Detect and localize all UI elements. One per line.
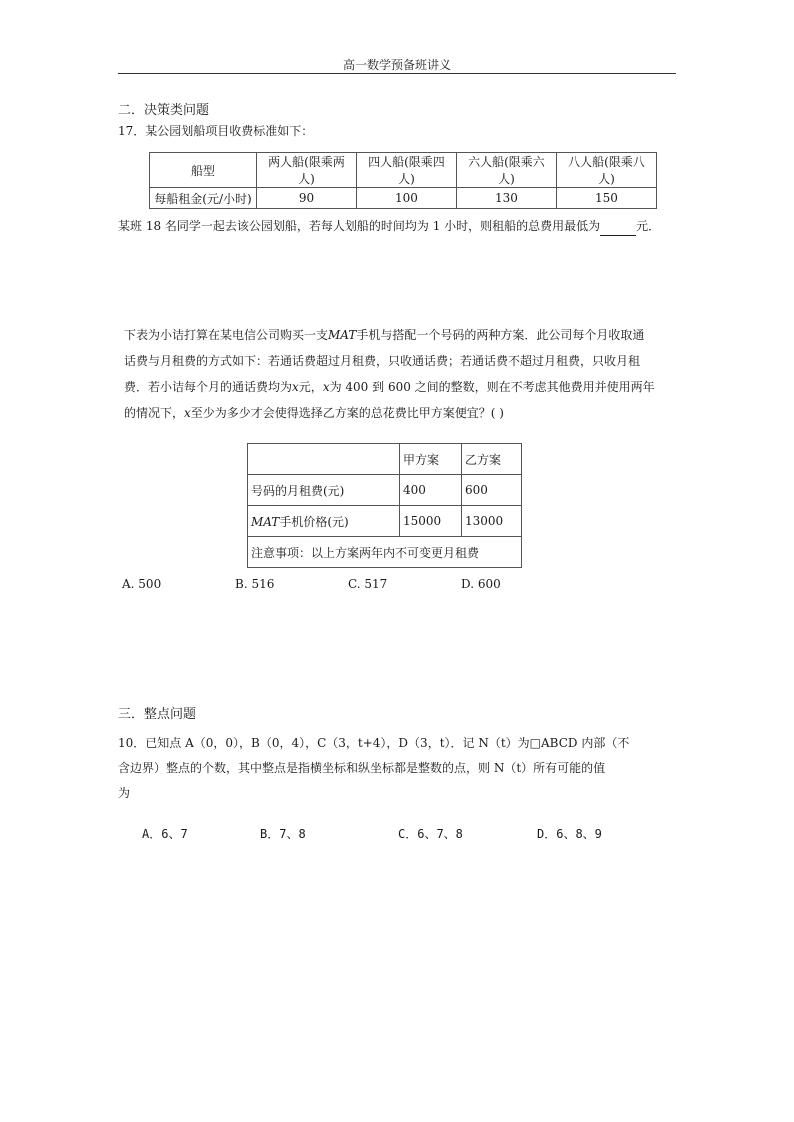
text-span: 为 400 到 600 之间的整数，则在不考虑其他费用并使用两年 (329, 380, 655, 394)
table-header-row (248, 444, 522, 475)
text-line: 话费与月租费的方式如下：若通话费超过月租费，只收通话费；若通话费不超过月租费，只收月租 (124, 354, 641, 368)
table-row (248, 537, 522, 568)
table-cell: 130 (456, 188, 556, 209)
table-header-cell: 八人船(限乘八人) (556, 153, 656, 188)
math-var: x (184, 406, 191, 420)
table-header-cell: 甲方案 (400, 444, 462, 475)
table-header-row (150, 153, 657, 188)
question-17-title: 17．某公园划船项目收费标准如下： (118, 124, 314, 138)
table-header-cell (248, 444, 400, 475)
math-var: MAT (251, 514, 280, 529)
text-span: 元， (298, 380, 323, 394)
table-header-cell: 船型 (150, 153, 257, 188)
math-var: x (322, 380, 330, 394)
table-cell: 150 (556, 188, 656, 209)
text-span: 费．若小诘每个月的通话费均为 (124, 380, 293, 394)
table-cell: 15000 (400, 506, 462, 537)
option-b: B. 516 (235, 577, 275, 591)
text-line: 含边界）整点的个数，其中整点是指横坐标和纵坐标都是整数的点，则 N（t）所有可能的值 (118, 761, 606, 775)
table-cell: 100 (356, 188, 456, 209)
header-divider (118, 73, 676, 74)
text-line (124, 374, 684, 400)
text-span: 手机价格(元) (279, 514, 349, 529)
question-17-text (118, 216, 660, 236)
text-line (124, 400, 684, 426)
boat-fee-table (149, 152, 657, 209)
option-d: D．6、8、9 (537, 827, 602, 841)
table-cell: 400 (400, 475, 462, 506)
text-line: 为 (118, 786, 131, 800)
math-var: x (292, 380, 299, 394)
option-b: B．7、8 (260, 827, 306, 841)
table-row (150, 188, 657, 209)
text-span: 手机与搭配一个号码的两种方案．此公司每个月收取通 (356, 328, 645, 342)
table-row (248, 475, 522, 506)
table-row-label (248, 506, 400, 537)
answer-blank (600, 223, 636, 236)
text-span: 至少为多少才会使得选择乙方案的总花费比甲方案便宜？( ) (190, 406, 504, 420)
section-2-title: 二．决策类问题 (118, 103, 210, 118)
table-header-cell: 乙方案 (462, 444, 522, 475)
table-note: 注意事项：以上方案两年内不可变更月租费 (248, 537, 522, 568)
table-cell: 90 (257, 188, 357, 209)
table-cell: 600 (462, 475, 522, 506)
text-line: 10．已知点 A（0，0），B（0，4），C（3，t+4），D（3，t）．记 N（t）为□ABCD 内部（不 (118, 736, 630, 750)
text-line (124, 322, 684, 348)
table-row-label: 号码的月租费(元) (248, 475, 400, 506)
option-a: A．6、7 (142, 827, 188, 841)
phone-plan-table (247, 443, 522, 568)
question-10-text (118, 731, 688, 806)
text-span: 的情况下， (124, 406, 185, 420)
option-d: D. 600 (461, 577, 501, 591)
table-row (248, 506, 522, 537)
table-header-cell: 六人船(限乘六人) (456, 153, 556, 188)
table-row-label: 每船租金(元/小时) (150, 188, 257, 209)
table-header-cell: 四人船(限乘四人) (356, 153, 456, 188)
math-var: MAT (328, 328, 357, 342)
text-span: 下表为小诘打算在某电信公司购买一支 (124, 328, 329, 342)
option-c: C．6、7、8 (398, 827, 463, 841)
table-header-cell: 两人船(限乘两人) (257, 153, 357, 188)
question-17-text-b: 元． (636, 219, 661, 233)
section-3-title: 三．整点问题 (118, 707, 197, 722)
table-cell: 13000 (462, 506, 522, 537)
option-a: A. 500 (122, 577, 162, 591)
option-c: C. 517 (348, 577, 388, 591)
phone-question-text (124, 322, 684, 426)
page-header-title: 高一数学预备班讲义 (342, 58, 451, 72)
question-17-text-a: 某班 18 名同学一起去该公园划船，若每人划船的时间均为 1 小时，则租船的总费用最低为 (118, 219, 601, 233)
